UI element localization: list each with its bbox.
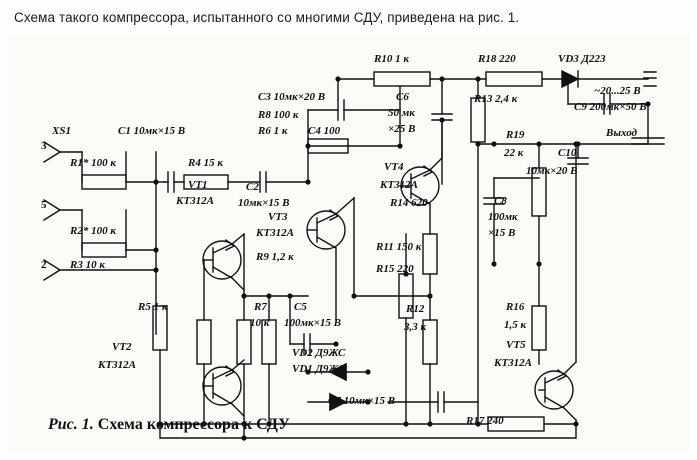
label-pin-5: 5 [41, 199, 47, 211]
label-VT1: VT1 [188, 179, 208, 191]
label-R8: R8 100 к [258, 109, 299, 121]
label-C7: C7 10мк×15 В [328, 395, 396, 407]
label-VT2: VT2 [112, 341, 132, 353]
label-C9: C9 200мк×50 В [574, 101, 647, 113]
label-C10: C10 [558, 147, 577, 159]
label-R1: R1* 100 к [70, 157, 116, 169]
label-C10-value: 10мк×20 В [526, 165, 578, 177]
label-R7: R7 [254, 301, 267, 313]
label-R15: R15 220 [376, 263, 414, 275]
label-VT1-type: КТ312А [176, 195, 215, 207]
label-C5: C5 [294, 301, 307, 313]
label-C4: C4 100 [308, 125, 341, 137]
label-R19-value: 22 к [504, 147, 524, 159]
circuit-schematic-drawing [8, 34, 689, 452]
label-output: Выход [606, 127, 638, 139]
label-C2-value: 10мк×15 В [238, 197, 290, 209]
label-C8: C8 [494, 195, 507, 207]
label-pin-2: 2 [41, 259, 47, 271]
label-R10: R10 1 к [374, 53, 409, 65]
label-pin-3: 3 [41, 140, 47, 152]
figure-caption [48, 416, 290, 434]
label-VD3: VD3 Д223 [558, 53, 606, 65]
label-VT4: VT4 [384, 161, 404, 173]
label-C5-value: 100мк×15 В [284, 317, 341, 329]
label-R11: R11 150 к [376, 241, 422, 253]
label-XS1: XS1 [52, 125, 71, 137]
figure-caption-number: Рис. 1. [48, 416, 94, 433]
label-C8-value-1: 100мк [488, 211, 518, 223]
label-VT3-type: КТ312А [256, 227, 295, 239]
label-R2: R2* 100 к [70, 225, 116, 237]
label-C3: C3 10мк×20 В [258, 91, 326, 103]
label-R7-value: 10 к [250, 317, 270, 329]
schematic-figure [8, 34, 689, 452]
label-R5: R5 1 к [138, 301, 168, 313]
label-R13: R13 2,4 к [474, 93, 518, 105]
label-R17: R17 240 [466, 415, 504, 427]
label-VT2-type: КТ312А [98, 359, 137, 371]
label-VT5: VT5 [506, 339, 526, 351]
label-R18: R18 220 [478, 53, 516, 65]
label-VD1: VD1 Д9ЖС [292, 363, 346, 375]
label-R19: R19 [506, 129, 525, 141]
label-R12: R12 [406, 303, 425, 315]
label-C2: C2 [246, 181, 259, 193]
label-supply-voltage: ~20...25 В [594, 85, 641, 97]
label-VD2: VD2 Д9ЖС [292, 347, 346, 359]
label-C6-value-1: 50 мк [388, 107, 415, 119]
label-VT4-type: КТ312А [380, 179, 419, 191]
label-C1: C1 10мк×15 В [118, 125, 186, 137]
label-R3: R3 10 к [70, 259, 105, 271]
label-R9: R9 1,2 к [256, 251, 294, 263]
label-R14: R14 620 [390, 197, 428, 209]
figure-caption-title: Схема компрессора к СДУ [97, 416, 290, 433]
label-R4: R4 15 к [188, 157, 223, 169]
article-intro-text: Схема такого компрессора, испытанного со многими СДУ, приведена на рис. 1. [14, 10, 520, 25]
label-R16: R16 [506, 301, 525, 313]
label-C8-value-2: ×15 В [488, 227, 516, 239]
label-R16-value: 1,5 к [504, 319, 527, 331]
label-C6: C6 [396, 91, 409, 103]
label-VT3: VT3 [268, 211, 288, 223]
label-C6-value-2: ×25 В [388, 123, 416, 135]
label-VT5-type: КТ312А [494, 357, 533, 369]
label-R12-value: 3,3 к [404, 321, 427, 333]
label-R6: R6 1 к [258, 125, 288, 137]
